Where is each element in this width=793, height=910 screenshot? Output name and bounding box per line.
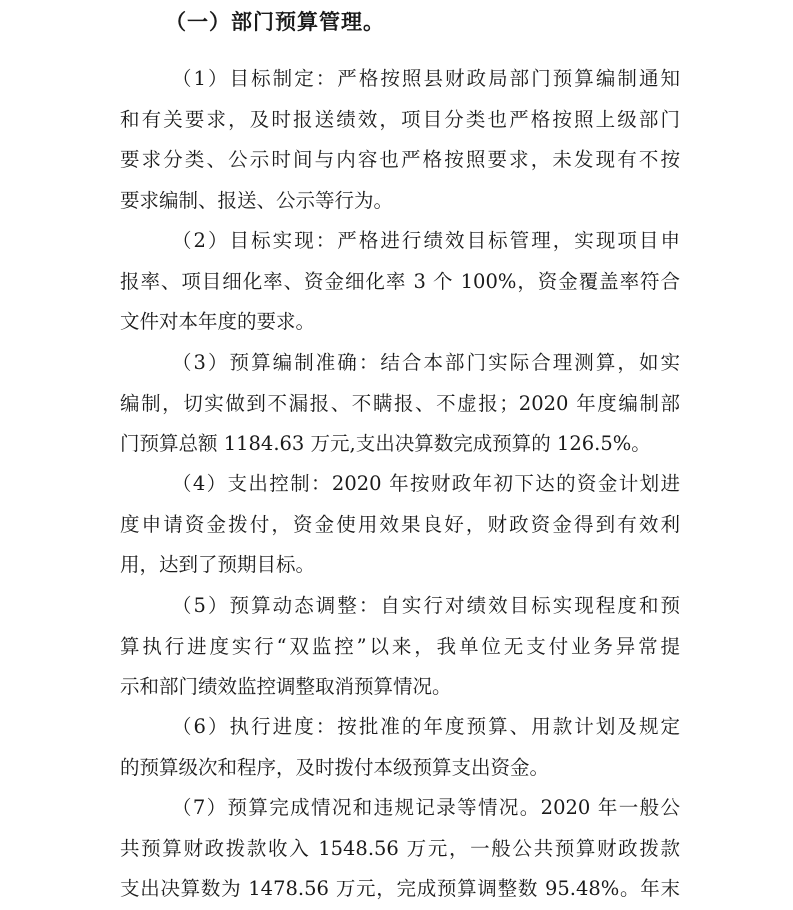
text-line: （5）预算动态调整：自实行对绩效目标实现程度和预 (172, 594, 680, 617)
paragraph-target-setting (120, 59, 680, 221)
text-line: 共预算财政拨款收入 1548.56 万元，一般公共预算财政拨款 (120, 836, 680, 860)
text-line: 支出决算数为 1478.56 万元，完成预算调整数 95.48%。年末 (120, 877, 680, 900)
text-line: （7）预算完成情况和违规记录等情况。2020 年一般公 (172, 796, 680, 819)
text-line: 用，达到了预期目标。 (120, 553, 316, 576)
text-line: 门预算总额 1184.63 万元,支出决算数完成预算的 126.5%。 (120, 432, 651, 455)
text-line: 度申请资金拨付，资金使用效果良好，财政资金得到有效利 (120, 512, 680, 536)
paragraph-dynamic-adjustment (120, 586, 680, 708)
text-line: 的预算级次和程序，及时拨付本级预算支出资金。 (120, 755, 550, 779)
text-line: 要求分类、公示时间与内容也严格按照要求，未发现有不按 (120, 148, 680, 171)
text-line: 和有关要求，及时报送绩效，项目分类也严格按照上级部门 (120, 107, 680, 131)
text-line: 编制，切实做到不漏报、不瞒报、不虚报；2020 年度编制部 (120, 391, 680, 415)
text-line: （6）执行进度：按批准的年度预算、用款计划及规定 (172, 715, 680, 738)
paragraph-budget-completion (120, 788, 680, 910)
paragraph-execution-progress (120, 707, 680, 788)
text-line: （2）目标实现：严格进行绩效目标管理，实现项目申 (172, 229, 680, 252)
paragraph-budget-accuracy (120, 343, 680, 465)
text-line: 示和部门绩效监控调整取消预算情况。 (120, 675, 452, 698)
text-line: 文件对本年度的要求。 (120, 310, 316, 333)
paragraph-expenditure-control (120, 464, 680, 586)
text-line: 报率、项目细化率、资金细化率 3 个 100%，资金覆盖率符合 (120, 269, 680, 293)
text-line: 算执行进度实行“双监控”以来，我单位无支付业务异常提 (120, 634, 680, 658)
text-line: 要求编制、报送、公示等行为。 (120, 188, 394, 212)
text-line: （1）目标制定：严格按照县财政局部门预算编制通知 (172, 67, 680, 90)
paragraph-target-achievement (120, 221, 680, 343)
section-heading: （一）部门预算管理。 (165, 9, 385, 34)
text-line: （3）预算编制准确：结合本部门实际合理测算，如实 (172, 351, 680, 374)
text-line: （4）支出控制：2020 年按财政年初下达的资金计划进 (172, 472, 680, 495)
